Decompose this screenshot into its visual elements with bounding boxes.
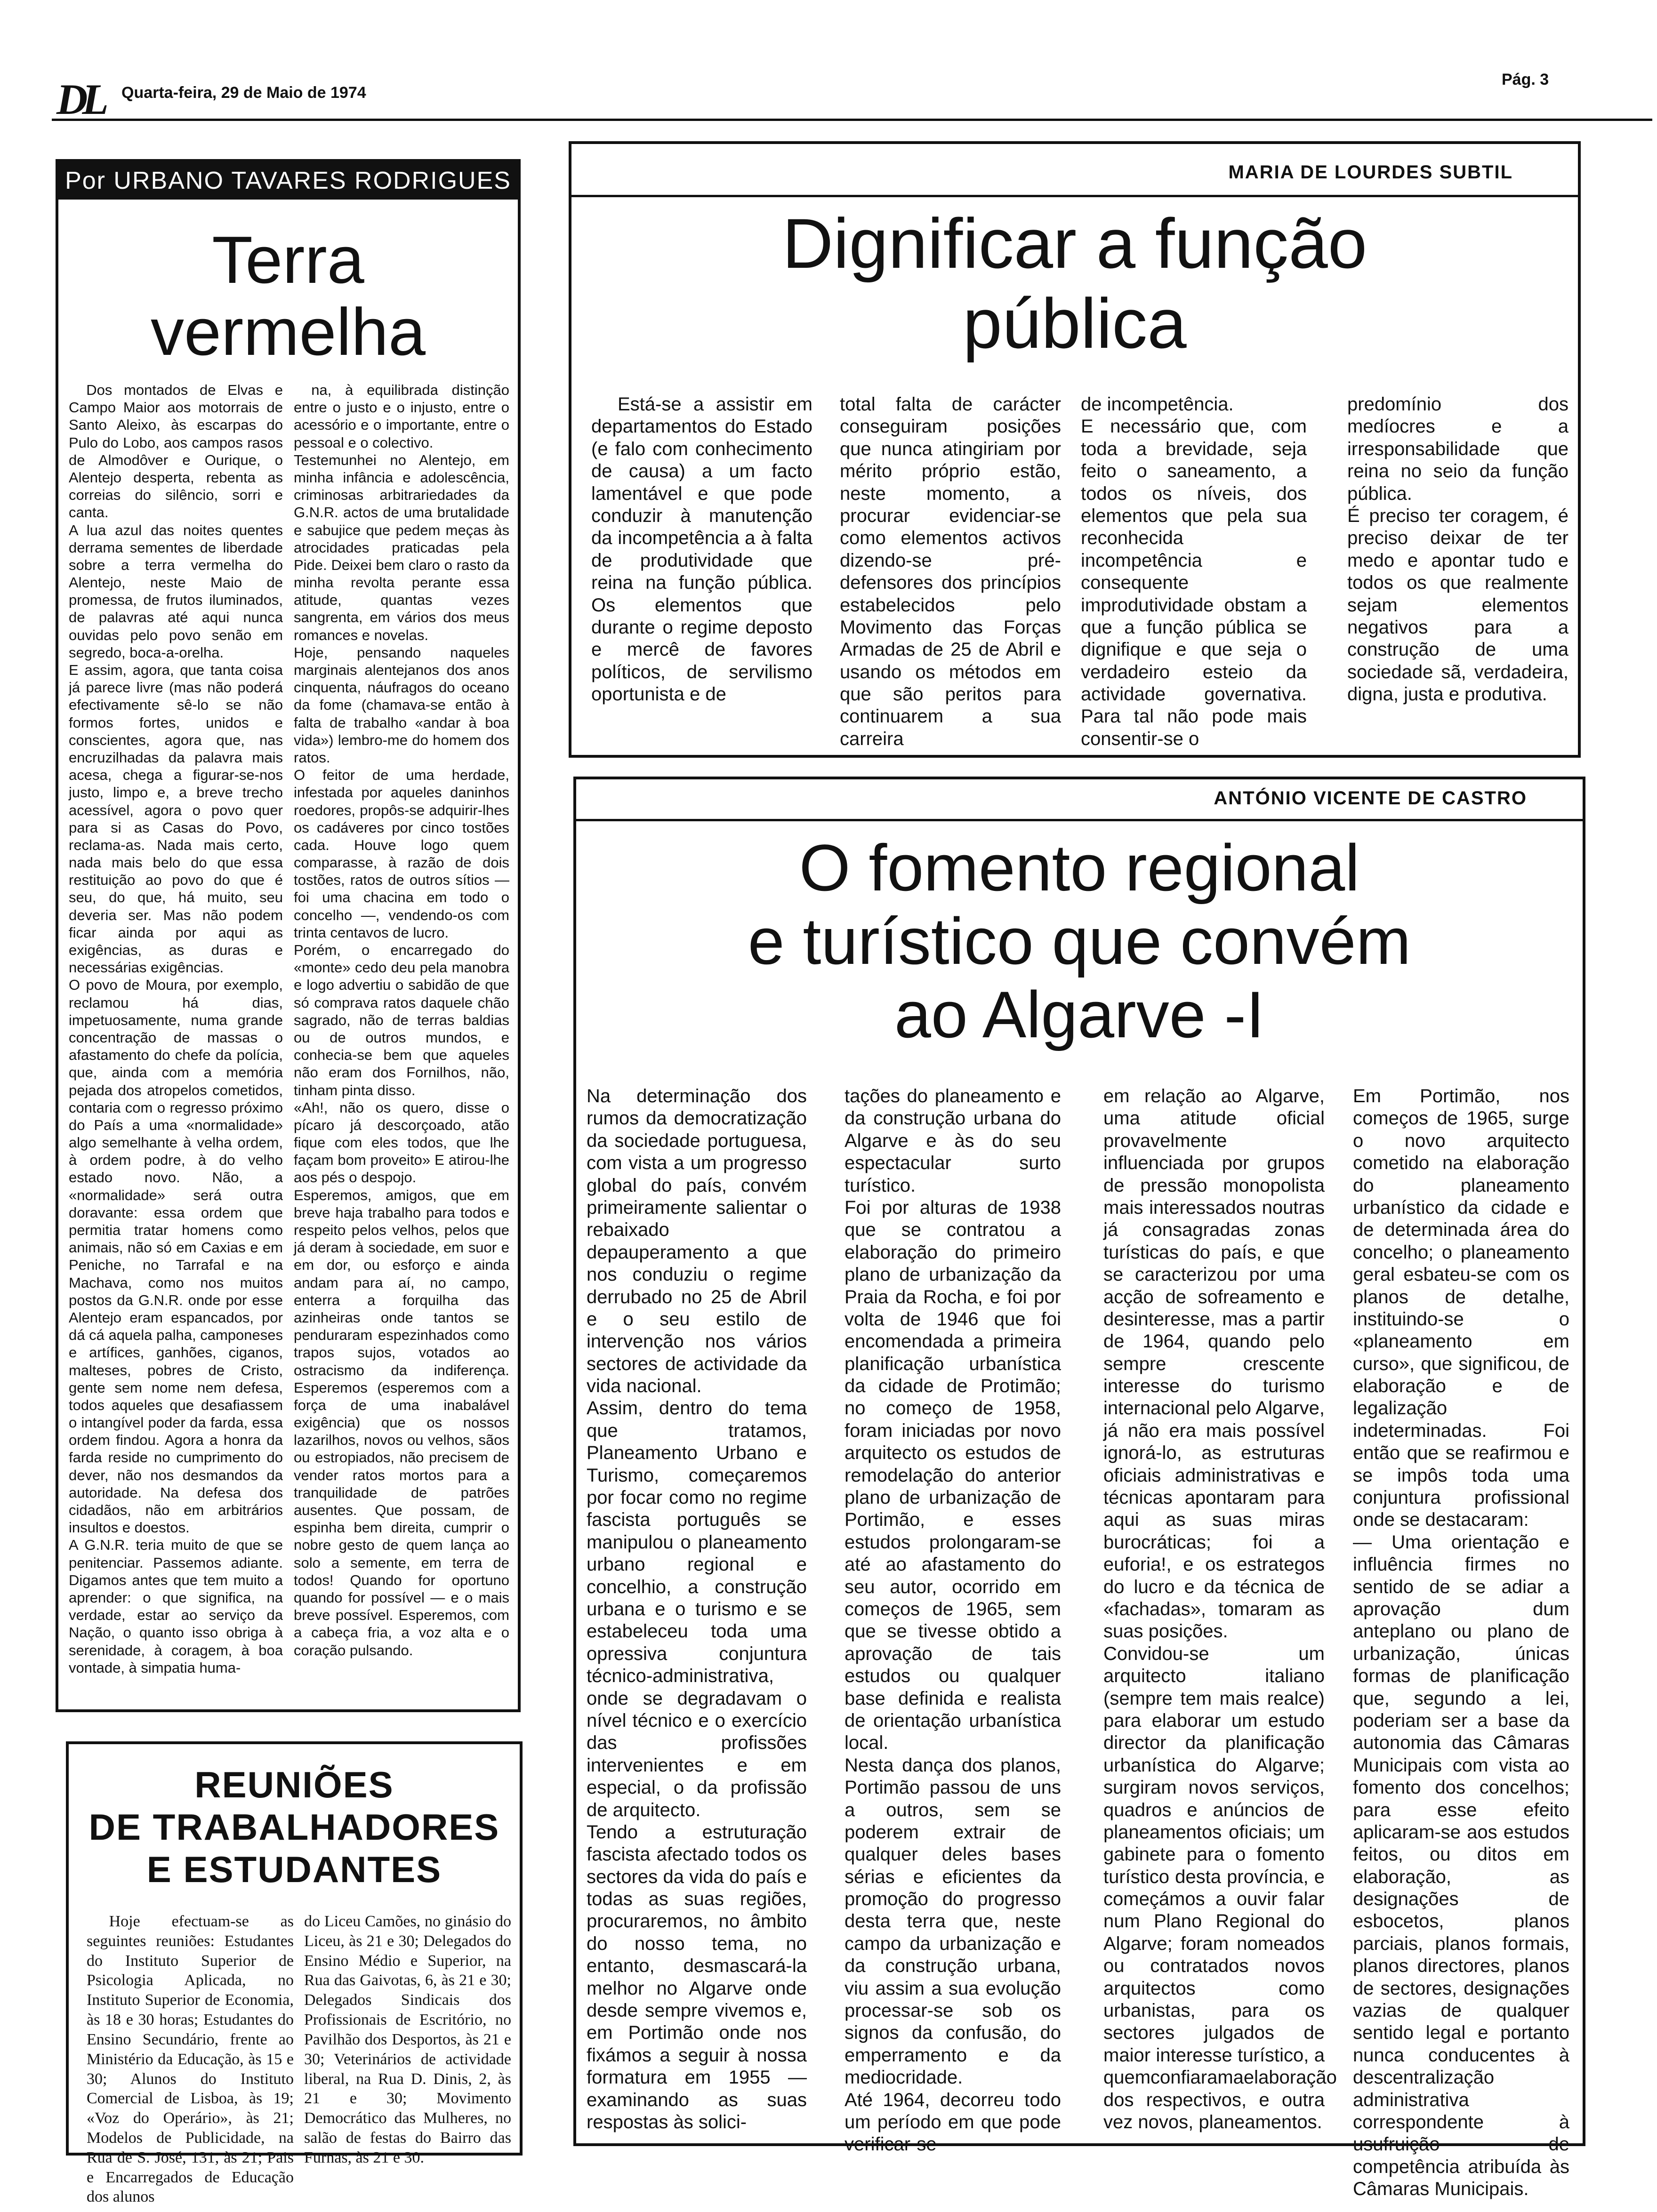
author-rule [576,819,1583,821]
article-terra-vermelha [56,159,521,1712]
page-number: Pág. 3 [1502,71,1549,88]
article-column: total falta de carácter conseguiram posições que nunca atingiriam por mérito próprio estão, neste momento, a procurar evidenciar-se como elementos activos dizendo-se pré-defensores dos princípios estabelecidos pelo Movimento das Forças Armadas de 25 de Abril e usando os métodos em que são peritos para continuarem a sua carreira [840,394,1061,749]
article-column: Dos montados de Elvas e Campo Maior aos motorrais de Santo Aleixo, às escarpas do Pulo do Lobo, aos campos rasos de Almodôver e Ourique, o Alentejo desperta, rebenta as correias do silêncio, sorri e canta. A lua azul das noites quentes derrama sementes de liberdade sobre a terra vermelha do Alentejo, neste Maio de promessa, de frutos iluminados, de palavras até aqui nunca ouvidas pelo povo senão em segredo, boca-a-orelha. E assim, agora, que tanta coisa já parece livre (mas não poderá efectivamente sê-lo se não formos fortes, unidos e conscientes, agora que, nas encruzilhadas da palavra mais acesa, chega a figurar-se-nos justo, limpo e, a breve trecho acessível, agora o povo quer para si as Casas do Povo, reclama-as. Nada mais certo, nada mais belo do que essa restituição ao povo do que é seu, do que, há muito, seu deveria ser. Mas não podem ficar ainda por aqui as exigências, as duras e necessárias exigências. O povo de Moura, por exemplo, reclamou há dias, impetuosamente, numa grande concentração de massas o afastamento do chefe da polícia, que, ainda com a memória pejada dos atropelos cometidos, contaria com o regresso próximo do País a uma «normalidade» algo semelhante à velha ordem, à ordem podre, à do velho estado novo. Não, a «normalidade» será outra doravante: essa ordem que permitia tratar homens como animais, não só em Caxias e em Peniche, no Tarrafal e na Machava, como nos muitos postos da G.N.R. onde por esse Alentejo eram espancados, por dá cá aquela palha, camponeses e artífices, ganhões, ciganos, malteses, pobres de Cristo, gente sem nome nem defesa, todos aqueles que desafiassem o intangível poder da farda, essa ordem findou. Agora a honra da farda reside no cumprimento do dever, não nos desmandos da autoridade. Na defesa dos cidadãos, não em arbitrários insultos e doestos. A G.N.R. teria muito de que se penitenciar. Passemos adiante. Digamos antes que tem muito a aprender: o que significa, na verdade, estar ao serviço da Nação, o quanto isso obriga à serenidade, à coragem, à boa vontade, à simpatia huma- [69,382,283,1676]
article-byline: Por URBANO TAVARES RODRIGUES [58,162,518,200]
article-fomento-regional [573,777,1585,2200]
article-title-line: vermelha [150,295,426,369]
notice-title-line: REUNIÕES [194,1764,394,1805]
notice-reunioes [66,1741,523,2206]
article-column: de incompetência. E necessário que, com toda a brevidade, seja feito o saneamento, a todos os níveis, dos elementos que pela sua reconhecida incompetência e consequente improdutividade obstam a que a função pública se dignifique e que seja o verdadeiro esteio da actividade governativa. Para tal não pode mais consentir-se o [1081,394,1307,749]
article-dignificar [569,141,1581,758]
article-title-line: O fomento regional [799,831,1360,905]
author-rule [571,195,1578,197]
article-title-line: e turístico que convém [748,904,1411,978]
article-author: ANTÓNIO VICENTE DE CASTRO [1214,788,1527,809]
article-column: tações do planeamento e da construção urbana do Algarve e às do seu espectacular surto turístico. Foi por alturas de 1938 que se contratou a elaboração do primeiro plano de urbanização da Praia da Rocha, e foi por volta de 1946 que foi encomendada a primeira planificação urbanística da cidade de Protimão; no começo de 1958, foram iniciadas por novo arquitecto os estudos de remodelação do anterior plano de urbanização de Portimão, e esses estudos prolongaram-se até ao afastamento do seu autor, ocorrido em começos de 1965, sem que se tivesse obtido a aprovação de tais estudos ou qualquer base definida e realista de orientação urbanística local. Nesta dança dos planos, Portimão passou de uns a outros, sem se poderem extrair de qualquer deles bases sérias e eficientes da promoção do progresso desta terra que, neste campo da urbanização e da construção urbana, viu assim a sua evolução processar-se sob os signos da confusão, do emperramento e da mediocridade. Até 1964, decorreu todo um período em que pode verificar-se [845,1086,1061,2155]
article-author: MARIA DE LOURDES SUBTIL [1228,162,1513,183]
notice-column: do Liceu Camões, no ginásio do Liceu, às 21 e 30; Delegados do Ensino Médio e Superior, na Rua das Gaivotas, 6, às 21 e 30; Delegados Sindicais dos Profissionais de Escritório, no Pavilhão dos Desportos, às 21 e 30; Veterinários de actividade liberal, na Rua D. Dinis, 2, às 21 e 30; Movimento Democrático das Mulheres, no salão de festas do Bairro das Furnas, às 21 e 30. [304,1913,511,2166]
article-title-line: ao Algarve -I [894,978,1264,1051]
notice-title-line: E ESTUDANTES [146,1849,442,1890]
article-column: Na determinação dos rumos da democratização da sociedade portuguesa, com vista a um progresso global do país, convém primeiramente salientar o rebaixado depauperamento a que nos conduziu o regime derrubado no 25 de Abril e o seu estilo de intervenção nos vários sectores de actividade da vida nacional. Assim, dentro do tema que tratamos, Planeamento Urbano e Turismo, começaremos por focar como no regime fascista português se manipulou o planeamento urbano regional e concelhio, a construção urbana e o turismo e se estabeleceu toda uma opressiva conjuntura técnico-administrativa, onde se degradavam o nível técnico e o exercício das profissões intervenientes e em especial, o da profissão de arquitecto. Tendo a estruturação fascista afectado todos os sectores da vida do país e todas as suas regiões, procuraremos, no âmbito do nosso tema, no entanto, desmascará-la melhor no Algarve onde desde sempre vivemos e, em Portimão onde nos fixámos a seguir à nossa formatura em 1955 — examinando as suas respostas às solici- [587,1086,807,2132]
article-title-line: Dignificar a função [782,204,1367,283]
article-title-line: Terra [212,223,364,297]
header-rule [52,119,1652,121]
article-column: predomínio dos medíocres e a irresponsabilidade que reina no seio da função pública. É preciso ter coragem, é preciso deixar de ter medo e apontar tudo e todos os que realmente sejam elementos negativos para a construção de uma sociedade sã, verdadeira, digna, justa e produtiva. [1347,394,1569,705]
newspaper-logo: DL [56,75,103,123]
notice-title-line: DE TRABALHADORES [88,1806,500,1848]
article-title-line: pública [963,284,1187,363]
article-column: Está-se a assistir em departamentos do Estado (e falo com conhecimento de causa) a um facto lamentável e que pode conduzir à manutenção da incompetência a à falta de produtividade que reina na função pública. Os elementos que durante o regime deposto e mercê de favores políticos, de servilismo oportunista e de [591,394,812,705]
notice-column: Hoje efectuam-se as seguintes reuniões: Estudantes do Instituto Superior de Psicologia Aplicada, no Instituto Superior de Economia, às 18 e 30 horas; Estudantes do Ensino Secundário, frente ao Ministério da Educação, às 15 e 30; Alunos do Instituto Comercial de Lisboa, às 19; «Voz do Operário», às 21; Modelos de Publicidade, na Rua de S. José, 131, às 21; Pais e Encarregados de Educação dos alunos [87,1913,294,2206]
article-column: na, à equilibrada distinção entre o justo e o injusto, entre o acessório e o importante, entre o pessoal e o colectivo. Testemunhei no Alentejo, em minha infância e adolescência, criminosas arbitrariedades da G.N.R. actos de uma brutalidade e sabujice que pedem meças às atrocidades praticadas pela Pide. Deixei bem claro o rasto da minha revolta perante essa atitude, quantas vezes sangrenta, em vários dos meus romances e novelas. Hoje, pensando naqueles marginais alentejanos dos anos cinquenta, náufragos do oceano da fome (chamava-se então à falta de trabalho «andar à boa vida») lembro-me do homem dos ratos. O feitor de uma herdade, infestada por aqueles daninhos roedores, propôs-se adquirir-lhes os cadáveres por cinco tostões cada. Houve logo quem comparasse, à razão de dois tostões, ratos de outros sítios — foi uma chacina em todo o concelho —, vendendo-os com trinta centavos de lucro. Porém, o encarregado do «monte» cedo deu pela manobra e logo advertiu o sabidão de que só comprava ratos daquele chão sagrado, não de terras baldias ou de outros mundos, e conhecia-se bem que aqueles não eram dos Fornilhos, não, tinham pinta disso. «Ah!, não os quero, disse o pícaro já descorçoado, atão fique com eles todos, que lhe façam bom proveito» E atirou-lhe aos pés o despojo. Esperemos, amigos, que em breve haja trabalho para todos e respeito pelos velhos, pelos que já deram à sociedade, em suor e em dor, ou esforço e ainda andam para aí, no campo, enterra a forquilha das azinheiras onde tantos se penduraram espezinhados como trapos sujos, votados ao ostracismo da indiferença. Esperemos (esperemos com a força de uma inabalável exigência) que os nossos lazarilhos, novos ou velhos, sãos ou estropiados, não precisem de vender ratos mortos para a tranquilidade de patrões ausentes. Que possam, de espinha bem direita, cumprir o nobre gesto de quem lança ao solo a semente, em terra de todos! Quando for oportuno quando for possível — e o mais breve possível. Esperemos, com a cabeça fria, a voz alta e o coração pulsando. [294,382,509,1659]
article-column: em relação ao Algarve, uma atitude oficial provavelmente influenciada por grupos de pressão monopolista mais interessados noutras já consagradas zonas turísticas do país, e que se caracterizou por uma acção de sofreamento e desinteresse, mas a partir de 1964, quando pelo sempre crescente interesse do turismo internacional pelo Algarve, já não era mais possível ignorá-lo, as estruturas oficiais administrativas e técnicas apontaram para aqui as suas miras burocráticas; foi a euforia!, e os estrategos do lucro e da técnica de «fachadas», tomaram as suas posições. Convidou-se um arquitecto italiano (sempre tem mais realce) para elaborar um estudo director da planificação urbanística do Algarve; surgiram novos serviços, quadros e anúncios de planeamentos oficiais; um gabinete para o fomento turístico desta província, e começámos a ouvir falar num Plano Regional do Algarve; foram nomeados ou contratados novos arquitectos como urbanistas, para os sectores julgados de maior interesse turístico, a quemconfiaramaelaboração dos respectivos, e outra vez novos, planeamentos. [1103,1086,1337,2132]
issue-date: Quarta-feira, 29 de Maio de 1974 [121,84,366,102]
article-column: Em Portimão, nos começos de 1965, surge o novo arquitecto cometido na elaboração do planeamento urbanístico da cidade e de determinada área do concelho; o planeamento geral esbateu-se com os planos de detalhe, instituindo-se o «planeamento em curso», que significou, de elaboração e de legalização indeterminadas. Foi então que se reafirmou e se impôs toda uma conjuntura profissional onde se destacaram: — Uma orientação e influência firmes no sentido de se adiar a aprovação dum anteplano ou plano de urbanização, únicas formas de planificação que, segundo a lei, poderiam ser a base da autonomia das Câmaras Municipais com vista ao fomento dos concelhos; para esse efeito aplicaram-se aos estudos feitos, ou ditos em elaboração, as designações de esbocetos, planos parciais, planos formais, planos directores, planos de sectores, designações vazias de qualquer sentido legal e portanto nunca conducentes à descentralização administrativa correspondente à usufruição de competência atribuída às Câmaras Municipais. [1353,1086,1569,2200]
